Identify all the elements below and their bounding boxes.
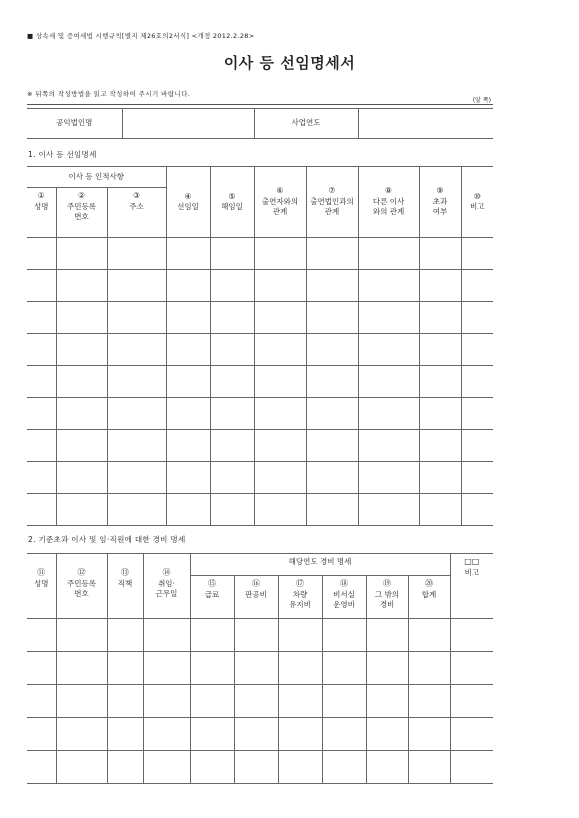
- table-cell[interactable]: [56, 751, 107, 784]
- table-cell[interactable]: [210, 334, 254, 366]
- table-cell[interactable]: [107, 494, 166, 526]
- table-cell[interactable]: [254, 270, 306, 302]
- table-cell[interactable]: [27, 238, 56, 270]
- col-16-header-label: 판공비: [245, 589, 267, 599]
- table-cell[interactable]: [56, 270, 107, 302]
- col-19-header-number: ⑲: [383, 579, 391, 588]
- personal-info-group-header: 이사 등 인적사항: [27, 167, 166, 188]
- table-cell[interactable]: [408, 685, 450, 718]
- table-row: [27, 366, 493, 398]
- table-cell[interactable]: [27, 494, 56, 526]
- table-cell[interactable]: [190, 685, 234, 718]
- table-cell[interactable]: [56, 366, 107, 398]
- table-cell[interactable]: [450, 751, 493, 784]
- table-cell[interactable]: [254, 398, 306, 430]
- table-cell[interactable]: [27, 270, 56, 302]
- table-cell[interactable]: [461, 398, 493, 430]
- table-cell[interactable]: [254, 430, 306, 462]
- section1-title: 1. 이사 등 선임명세: [28, 150, 97, 159]
- table-cell[interactable]: [143, 652, 190, 685]
- table-cell[interactable]: [322, 685, 366, 718]
- table-cell[interactable]: [461, 334, 493, 366]
- table-cell[interactable]: [278, 685, 322, 718]
- table-row: [27, 718, 493, 751]
- table-cell[interactable]: [408, 652, 450, 685]
- table-cell[interactable]: [461, 270, 493, 302]
- table-cell[interactable]: [210, 430, 254, 462]
- table-cell[interactable]: [56, 334, 107, 366]
- col-14-header-number: ⑭: [162, 568, 171, 577]
- table-cell[interactable]: [166, 494, 210, 526]
- col-13-header: [107, 554, 143, 619]
- table-cell[interactable]: [306, 398, 358, 430]
- table-cell[interactable]: [306, 494, 358, 526]
- table-cell[interactable]: [107, 398, 166, 430]
- table-cell[interactable]: [322, 652, 366, 685]
- col-19-header: [366, 576, 408, 619]
- col-19-header-label: 그 밖의 경비: [374, 589, 400, 609]
- col-4-header: [166, 167, 210, 238]
- table-cell[interactable]: [306, 366, 358, 398]
- table-cell[interactable]: [107, 685, 143, 718]
- col-3-header: [107, 188, 166, 238]
- table-cell[interactable]: [322, 619, 366, 652]
- top-divider: [27, 104, 493, 105]
- table-cell[interactable]: [190, 751, 234, 784]
- table-cell[interactable]: [27, 751, 56, 784]
- col-1-header-label: 성명: [34, 201, 49, 211]
- table-cell[interactable]: [107, 430, 166, 462]
- table-cell[interactable]: [107, 334, 166, 366]
- table-cell[interactable]: [234, 685, 278, 718]
- form-title: 이사 등 선임명세서: [223, 54, 356, 72]
- col-6-header-label: 출연자와의 관계: [261, 197, 299, 217]
- table-cell[interactable]: [461, 462, 493, 494]
- table-cell[interactable]: [366, 652, 408, 685]
- table-cell[interactable]: [278, 652, 322, 685]
- table-cell[interactable]: [56, 494, 107, 526]
- col-20-header-label: 합계: [421, 589, 437, 599]
- table-cell[interactable]: [278, 718, 322, 751]
- col-20-header: [408, 576, 450, 619]
- col-9-header-number: ⑨: [436, 186, 444, 196]
- table-cell[interactable]: [306, 430, 358, 462]
- table-cell[interactable]: [27, 652, 56, 685]
- col-6-header: [254, 167, 306, 238]
- business-year-field[interactable]: [358, 109, 493, 139]
- table-cell[interactable]: [408, 751, 450, 784]
- col-10-header: [461, 167, 493, 238]
- table-cell[interactable]: [166, 302, 210, 334]
- col-2-header: [56, 188, 107, 238]
- col-11-header-number: ⑪: [37, 568, 46, 577]
- col-20-header-number: ⑳: [425, 579, 434, 588]
- table-row: [27, 334, 493, 366]
- table-cell[interactable]: [419, 238, 461, 270]
- table-row: [27, 494, 493, 526]
- table-cell[interactable]: [56, 238, 107, 270]
- col-14-header: [143, 554, 190, 619]
- table-cell[interactable]: [143, 751, 190, 784]
- table-cell[interactable]: [254, 366, 306, 398]
- table-cell[interactable]: [107, 751, 143, 784]
- table-cell[interactable]: [419, 398, 461, 430]
- table-cell[interactable]: [143, 685, 190, 718]
- col-18-header: [322, 576, 366, 619]
- table-cell[interactable]: [450, 718, 493, 751]
- table-cell[interactable]: [210, 494, 254, 526]
- col-16-header-number: ⑯: [252, 579, 260, 588]
- table-cell[interactable]: [166, 366, 210, 398]
- table-cell[interactable]: [278, 619, 322, 652]
- legal-reference-text: 상속세 및 증여세법 시행규칙[별지 제26호의2서식] <개정 2012.2.28>: [35, 32, 255, 40]
- col-16-header: [234, 576, 278, 619]
- table-cell[interactable]: [358, 366, 419, 398]
- table-cell[interactable]: [461, 238, 493, 270]
- remark-header: [450, 554, 493, 619]
- col-17-header-label: 차량 유지비: [289, 589, 311, 609]
- col-2-header-number: ②: [77, 191, 86, 200]
- table-cell[interactable]: [143, 619, 190, 652]
- table-row: [27, 685, 493, 718]
- table-cell[interactable]: [27, 334, 56, 366]
- col-5-header-number: ⑤: [228, 191, 236, 201]
- corp-name-field[interactable]: [122, 109, 254, 139]
- col-9-header-label: 초과 여부: [432, 197, 448, 217]
- table-cell[interactable]: [107, 366, 166, 398]
- table-cell[interactable]: [56, 398, 107, 430]
- table-cell[interactable]: [358, 398, 419, 430]
- table-cell[interactable]: [190, 718, 234, 751]
- corp-name-label: 공익법인명: [27, 109, 122, 139]
- instruction-note: ※ 뒤쪽의 작성방법을 읽고 작성하여 주시기 바랍니다.: [27, 90, 191, 98]
- table-cell[interactable]: [306, 302, 358, 334]
- table-cell[interactable]: [419, 334, 461, 366]
- col-14-header-label: 취임· 근무일: [155, 578, 178, 598]
- remark-number: □□: [464, 557, 480, 566]
- col-15-header-label: 급료: [204, 589, 220, 599]
- table-cell[interactable]: [166, 462, 210, 494]
- table-cell[interactable]: [166, 430, 210, 462]
- table-cell[interactable]: [408, 619, 450, 652]
- table-row: [27, 398, 493, 430]
- table-cell[interactable]: [366, 685, 408, 718]
- expense-group-header: 해당연도 경비 명세: [190, 554, 450, 576]
- table-cell[interactable]: [322, 751, 366, 784]
- table-cell[interactable]: [210, 366, 254, 398]
- table-row: [27, 652, 493, 685]
- info-table: [27, 108, 493, 139]
- table-cell[interactable]: [419, 494, 461, 526]
- table-cell[interactable]: [56, 652, 107, 685]
- table-cell[interactable]: [107, 462, 166, 494]
- table-cell[interactable]: [56, 685, 107, 718]
- table-row: [27, 302, 493, 334]
- table-cell[interactable]: [254, 494, 306, 526]
- table-cell[interactable]: [143, 718, 190, 751]
- col-15-header: [190, 576, 234, 619]
- table-cell[interactable]: [234, 652, 278, 685]
- col-4-header-label: 선임일: [177, 202, 199, 212]
- col-6-header-number: ⑥: [276, 186, 284, 196]
- table-cell[interactable]: [27, 685, 56, 718]
- col-7-header-number: ⑦: [328, 186, 336, 196]
- section2-header-row: [27, 554, 493, 576]
- bullet-icon: ■: [27, 32, 34, 40]
- col-15-header-number: ⑮: [208, 579, 216, 588]
- table-cell[interactable]: [450, 685, 493, 718]
- table-cell[interactable]: [56, 619, 107, 652]
- table-cell[interactable]: [190, 652, 234, 685]
- table-cell[interactable]: [234, 751, 278, 784]
- table-cell[interactable]: [27, 430, 56, 462]
- table-cell[interactable]: [419, 270, 461, 302]
- table-row: [27, 270, 493, 302]
- col-12-header: [56, 554, 107, 619]
- col-7-header-label: 출연법인과의 관계: [310, 197, 354, 217]
- table-row: [27, 430, 493, 462]
- table-cell[interactable]: [419, 302, 461, 334]
- form-reference: [27, 31, 254, 40]
- col-1-header: [27, 188, 56, 238]
- table-row: [27, 462, 493, 494]
- table-cell[interactable]: [461, 366, 493, 398]
- table-cell[interactable]: [210, 462, 254, 494]
- table-cell[interactable]: [358, 494, 419, 526]
- table-cell[interactable]: [358, 462, 419, 494]
- table-cell[interactable]: [358, 302, 419, 334]
- table-cell[interactable]: [461, 302, 493, 334]
- col-3-header-number: ③: [132, 191, 141, 200]
- col-12-header-label: 주민등록 번호: [67, 578, 96, 598]
- col-2-header-label: 주민등록 번호: [67, 201, 96, 221]
- table-cell[interactable]: [419, 462, 461, 494]
- table-cell[interactable]: [322, 718, 366, 751]
- table-row: [27, 751, 493, 784]
- table-cell[interactable]: [166, 238, 210, 270]
- table-cell[interactable]: [210, 238, 254, 270]
- table-cell[interactable]: [419, 366, 461, 398]
- col-4-header-number: ④: [184, 191, 192, 201]
- table-cell[interactable]: [210, 398, 254, 430]
- table-cell[interactable]: [254, 302, 306, 334]
- table-cell[interactable]: [461, 494, 493, 526]
- table-cell[interactable]: [419, 430, 461, 462]
- table-cell[interactable]: [107, 718, 143, 751]
- table-cell[interactable]: [27, 366, 56, 398]
- table-cell[interactable]: [107, 238, 166, 270]
- table-cell[interactable]: [254, 238, 306, 270]
- table-cell[interactable]: [27, 398, 56, 430]
- table-cell[interactable]: [107, 302, 166, 334]
- col-13-header-number: ⑬: [121, 568, 129, 577]
- table-cell[interactable]: [306, 334, 358, 366]
- table-cell[interactable]: [234, 619, 278, 652]
- table-cell[interactable]: [210, 302, 254, 334]
- col-11-header: [27, 554, 56, 619]
- col-18-header-number: ⑱: [340, 579, 348, 588]
- col-3-header-label: 주소: [129, 201, 144, 211]
- col-8-header-number: ⑧: [384, 186, 393, 196]
- col-7-header: [306, 167, 358, 238]
- table-cell[interactable]: [306, 238, 358, 270]
- table-cell[interactable]: [190, 619, 234, 652]
- table-cell[interactable]: [306, 270, 358, 302]
- col-8-header-label: 다른 이사 와의 관계: [372, 197, 405, 217]
- table-cell[interactable]: [27, 619, 56, 652]
- table-row: [27, 619, 493, 652]
- table-cell[interactable]: [27, 718, 56, 751]
- table-cell[interactable]: [166, 398, 210, 430]
- col-10-header-number: ⑩: [473, 191, 481, 201]
- business-year-label: 사업연도: [254, 109, 358, 139]
- table-cell[interactable]: [27, 302, 56, 334]
- col-1-header-number: ①: [37, 191, 45, 200]
- table-cell[interactable]: [234, 718, 278, 751]
- table-cell[interactable]: [358, 430, 419, 462]
- page-side-label: (앞 쪽): [472, 97, 491, 104]
- table-cell[interactable]: [366, 718, 408, 751]
- col-10-header-label: 비고: [470, 202, 485, 212]
- table-cell[interactable]: [358, 334, 419, 366]
- table-row: [27, 238, 493, 270]
- table-cell[interactable]: [56, 718, 107, 751]
- table-cell[interactable]: [254, 334, 306, 366]
- table-cell[interactable]: [358, 270, 419, 302]
- table-cell[interactable]: [450, 619, 493, 652]
- col-8-header: [358, 167, 419, 238]
- table-cell[interactable]: [461, 430, 493, 462]
- excess-expense-table: [27, 553, 493, 784]
- director-appointment-table: [27, 166, 493, 526]
- col-13-header-label: 직책: [117, 578, 133, 588]
- table-cell[interactable]: [107, 619, 143, 652]
- table-cell[interactable]: [366, 619, 408, 652]
- table-cell[interactable]: [56, 302, 107, 334]
- col-12-header-number: ⑫: [77, 568, 86, 577]
- table-cell[interactable]: [166, 270, 210, 302]
- table-cell[interactable]: [27, 462, 56, 494]
- table-cell[interactable]: [278, 751, 322, 784]
- col-5-header-label: 해임일: [221, 202, 243, 212]
- col-5-header: [210, 167, 254, 238]
- col-9-header: [419, 167, 461, 238]
- table-cell[interactable]: [166, 334, 210, 366]
- table-cell[interactable]: [450, 652, 493, 685]
- section1-header-row: [27, 167, 493, 188]
- col-18-header-label: 비서실 운영비: [333, 589, 355, 609]
- table-cell[interactable]: [56, 462, 107, 494]
- table-cell[interactable]: [366, 751, 408, 784]
- table-cell[interactable]: [107, 652, 143, 685]
- remark-label: 비고: [464, 567, 480, 577]
- col-17-header: [278, 576, 322, 619]
- table-cell[interactable]: [254, 462, 306, 494]
- table-cell[interactable]: [56, 430, 107, 462]
- col-17-header-number: ⑰: [296, 579, 304, 588]
- table-cell[interactable]: [107, 270, 166, 302]
- section2-title: 2. 기준초과 이사 및 임·직원에 대한 경비 명세: [28, 535, 186, 544]
- col-11-header-label: 성명: [34, 578, 49, 588]
- table-cell[interactable]: [358, 238, 419, 270]
- table-cell[interactable]: [306, 462, 358, 494]
- table-cell[interactable]: [408, 718, 450, 751]
- table-cell[interactable]: [210, 270, 254, 302]
